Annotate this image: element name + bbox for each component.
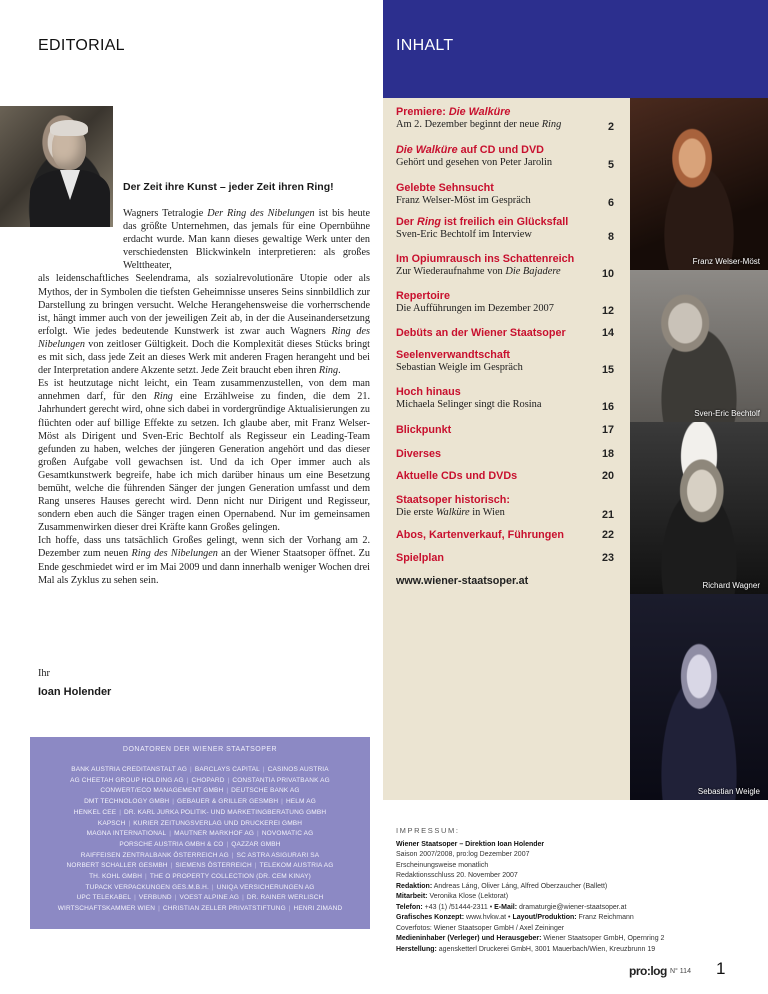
donor-name: BARCLAYS CAPITAL	[194, 766, 260, 773]
toc-page-number: 14	[601, 327, 614, 339]
donor-name: WIRTSCHAFTSKAMMER WIEN	[57, 905, 156, 913]
toc-entry-subtitle: Gehört und gesehen von Peter Jarolin	[396, 157, 553, 168]
toc-page-number: 15	[601, 364, 614, 376]
donor-name: NORBERT SCHALLER GESMBH	[66, 862, 168, 870]
photo-caption: Richard Wagner	[702, 581, 760, 590]
donor-name: CONSTANTIA PRIVATBANK AG	[232, 776, 330, 784]
donor-name: VERBUND	[138, 894, 172, 902]
toc-entry-subtitle: Am 2. Dezember beginnt der neue Ring	[396, 119, 562, 130]
donor-name: RAIFFEISEN ZENTRALBANK ÖSTERREICH AG	[80, 851, 229, 859]
donor-name: HENKEL CEE	[73, 808, 117, 816]
donor-name: HENRI ZIMAND	[293, 905, 343, 913]
section-title-editorial: EDITORIAL	[38, 37, 125, 54]
photo-franz-welser-moest	[630, 98, 768, 270]
toc-entry-title: Im Opiumrausch ins Schattenreich	[396, 253, 575, 265]
donor-name: THE O PROPERTY COLLECTION (DR. CEM KINAY)	[149, 873, 311, 881]
donor-name: CHOPARD	[191, 776, 225, 784]
toc-entry-title: Staatsoper historisch:	[396, 494, 510, 506]
toc-entry-title: Der Ring ist freilich ein Glücksfall	[396, 216, 569, 228]
donor-name: BANK AUSTRIA CREDITANSTALT AG	[71, 766, 188, 773]
editorial-paragraph-2: Es ist heutzutage nicht leicht, ein Team zusammenzustellen, von dem man annehmen darf, für den Ring eine Erzählweise zu finden, die dem 21. Jahrhundert gerecht wird, ohne sich dabei in vordergründige Aktualisierungen zu flüchten oder auf billige Effekte zu setzen. Ich glaube aber, mit Franz Welser-Möst als Dirigent und Sven-Eric Bechtolf als Regisseur ein Leading-Team gefunden zu haben, welches der jüngeren Generation angehört und das dieser großen Aufgabe voll gewachsen ist. Und da ich Oper immer auch als Gesamtkunstwerk begreife, habe ich mich darüber hinaus um eine Besetzung bemüht, welche die führenden Sänger der jungen Generation umfasst und dem Rang unseres Hauses gerecht wird. Denn nicht nur Dirigent und Regisseur, sondern eben auch die Sänger tragen einen Opernabend. Nur im gemeinsamen Zusammenwirken dieser drei Kräfte kann Großes gelingen.	[38, 378, 370, 534]
section-title-inhalt: INHALT	[396, 37, 454, 54]
photo-sven-eric-bechtolf	[630, 270, 768, 422]
donor-name: AG CHEETAH GROUP HOLDING AG	[70, 776, 184, 784]
toc-entry-title: Blickpunkt	[396, 424, 452, 436]
editorial-lead: Wagners Tetralogie Der Ring des Nibelungen ist bis heute das größte Unternehmen, das jemals für eine Opernbühne erdacht wurde. Man kann dieses gewaltige Werk unter den verschiedensten Blickwinkeln interpretieren: als großes Welttheater,	[123, 208, 370, 272]
toc-entry-title: Diverses	[396, 448, 442, 460]
donors-box	[30, 737, 370, 929]
impressum: IMPRESSUM: Wiener Staatsoper – Direktion Ioan Holender Saison 2007/2008, pro:log Dezember 2007 Erscheinungsweise monatlich Redaktionsschluss 20. November 2007 Redaktion: Andreas Láng, Oliver Láng, Alfred Oberzaucher (Ballett) Mitarbeit: Veronika Klose (Lektorat) Telefon: +43 (1) /51444-2311 • E-Mail: dramaturgie@wiener-staatsoper.at Grafisches Konzept: www.hvkw.at • Layout/Produktion: Franz Reichmann Coverfotos: Wiener Staatsoper GmbH / Axel Zeininger Medieninhaber (Verleger) und Herausgeber: Wiener Staatsoper GmbH, Opernring 2 Herstellung: agensketterl Druckerei GmbH, 3001 Mauerbach/Wien, Kreuzbrunn 19	[396, 826, 736, 955]
donor-name: UPC TELEKABEL	[76, 894, 132, 902]
toc-page-number: 6	[607, 197, 614, 209]
toc-page-number: 20	[601, 470, 614, 482]
toc-entry-subtitle: Zur Wiederaufnahme von Die Bajadere	[396, 266, 561, 277]
page-number: 1	[716, 959, 726, 978]
editorial-closing: Ihr	[38, 668, 50, 679]
toc-page-number: 16	[601, 401, 614, 413]
editorial-signature: Ioan Holender	[38, 686, 112, 698]
donor-name: VOEST ALPINE AG	[179, 894, 240, 902]
donor-name: TUPACK VERPACKUNGEN GES.M.B.H.	[85, 883, 209, 891]
donor-name: CHRISTIAN ZELLER PRIVATSTIFTUNG	[162, 905, 286, 913]
issue-number: N° 114	[670, 968, 691, 975]
toc-entry-subtitle: Michaela Selinger singt die Rosina	[396, 399, 542, 410]
toc-entry-title: Debüts an der Wiener Staatsoper	[396, 327, 566, 339]
donors-line: WIRTSCHAFTSKAMMER WIEN | CHRISTIAN ZELLER PRIVATSTIFTUNG | HENRI ZIMAND	[57, 905, 343, 913]
toc-page-number: 10	[601, 268, 614, 280]
toc-entry-title: Repertoire	[396, 290, 451, 302]
donor-name: PORSCHE AUSTRIA GMBH & CO	[119, 840, 224, 848]
donor-name: DEUTSCHE BANK AG	[231, 787, 300, 795]
donors-line: BANK AUSTRIA CREDITANSTALT AG | BARCLAYS CAPITAL | CASINOS AUSTRIA	[71, 766, 329, 773]
editorial-heading: Der Zeit ihre Kunst – jeder Zeit ihren Ring!	[123, 181, 334, 193]
donors-line: TH. KOHL GMBH | THE O PROPERTY COLLECTION (DR. CEM KINAY)	[89, 873, 311, 881]
donor-name: DR. KARL JURKA POLITIK- UND MARKETINGBERATUNG GMBH	[124, 808, 327, 816]
photo-caption: Franz Welser-Möst	[692, 257, 760, 266]
photo-sebastian-weigle	[630, 594, 768, 800]
toc-page-number: 18	[601, 448, 614, 460]
photo-caption: Sven-Eric Bechtolf	[694, 409, 760, 418]
donor-name: TH. KOHL GMBH	[89, 873, 143, 881]
toc-entry-subtitle: Sven-Eric Bechtolf im Interview	[396, 229, 532, 240]
toc-page-number: 5	[607, 159, 614, 171]
website-link[interactable]: www.wiener-staatsoper.at	[396, 575, 529, 587]
donors-line: CONWERT/ECO MANAGEMENT GMBH | DEUTSCHE BANK AG	[100, 787, 300, 795]
toc-entry-title: Premiere: Die Walküre	[396, 106, 511, 118]
donors-line: RAIFFEISEN ZENTRALBANK ÖSTERREICH AG | SC ASTRA ASIGURARI SA	[80, 851, 320, 859]
toc-page-number: 22	[601, 529, 614, 541]
toc-page-number: 21	[601, 509, 614, 521]
toc-entry-title: Spielplan	[396, 552, 444, 564]
editorial-body	[38, 207, 370, 587]
toc-entry-title: Aktuelle CDs und DVDs	[396, 470, 518, 482]
donor-name: CONWERT/ECO MANAGEMENT GMBH	[100, 787, 224, 795]
donor-name: HELM AG	[285, 798, 316, 806]
toc-entry-subtitle: Die erste Walküre in Wien	[396, 507, 505, 518]
donor-name: NOVOMATIC AG	[261, 830, 314, 838]
donors-line: PORSCHE AUSTRIA GMBH & CO | QAZZAR GMBH	[119, 840, 281, 848]
donor-name: KURIER ZEITUNGSVERLAG UND DRUCKEREI GMBH	[133, 819, 303, 827]
donors-line: HENKEL CEE | DR. KARL JURKA POLITIK- UND MARKETINGBERATUNG GMBH	[73, 808, 327, 816]
donors-line: MAGNA INTERNATIONAL | MAUTNER MARKHOF AG | NOVOMATIC AG	[86, 830, 314, 838]
donors-line: KAPSCH | KURIER ZEITUNGSVERLAG UND DRUCKEREI GMBH	[97, 819, 303, 827]
donor-name: MAUTNER MARKHOF AG	[174, 830, 255, 838]
toc-entry-subtitle: Franz Welser-Möst im Gespräch	[396, 195, 531, 206]
donors-title: DONATOREN DER WIENER STAATSOPER	[122, 746, 278, 753]
donor-name: CASINOS AUSTRIA	[267, 766, 329, 773]
donor-name: MAGNA INTERNATIONAL	[86, 830, 167, 838]
donor-name: KAPSCH	[97, 819, 126, 827]
impressum-title: IMPRESSUM:	[396, 826, 460, 835]
toc-page-number: 17	[601, 424, 614, 436]
toc-page-number: 2	[607, 121, 614, 133]
toc-page-number: 23	[601, 552, 614, 564]
donors-line: NORBERT SCHALLER GESMBH | SIEMENS ÖSTERREICH | TELEKOM AUSTRIA AG	[66, 862, 334, 870]
donors-line: DMT TECHNOLOGY GMBH | GEBAUER & GRILLER GESMBH | HELM AG	[84, 798, 316, 806]
toc-entry-title: Hoch hinaus	[396, 386, 461, 398]
prolog-logo: pro:log	[629, 964, 667, 978]
photo-richard-wagner	[630, 422, 768, 594]
donor-name: TELEKOM AUSTRIA AG	[259, 862, 334, 870]
donor-name: UNIQA VERSICHERUNGEN AG	[216, 883, 315, 891]
donor-name: GEBAUER & GRILLER GESMBH	[177, 798, 279, 806]
toc-entry-title: Die Walküre auf CD und DVD	[396, 144, 544, 156]
toc-page-number: 8	[607, 231, 614, 243]
donor-name: SC ASTRA ASIGURARI SA	[236, 851, 320, 859]
toc-entry-title: Seelenverwandtschaft	[396, 349, 511, 361]
toc-entry-title: Abos, Kartenverkauf, Führungen	[396, 529, 564, 541]
toc-entry-subtitle: Sebastian Weigle im Gespräch	[396, 362, 523, 373]
editorial-paragraph-1: als leidenschaftliches Seelendrama, als sozialrevolutionäre Utopie oder als Mythos, der in Symbolen die tiefsten Geheimnisse unseres Seins sinnbildlich zur Darstellung zu bringen versucht. Welche Herangehensweise die vorherrschende ist, hängt immer auch von der jeweiligen Zeit ab, in der die Auseinandersetzung erfolgt. Wie jedes bedeutende Kunstwerk ist zwar auch Wagners Ring des Nibelungen von zeitloser Gültigkeit. Doch die Komplexität dieses Stücks bringt es mit sich, dass jede Zeit an dieses Werk mit anderen Fragen herangeht und bei der Interpretation andere Akzente setzt. Jede Zeit braucht eben ihren Ring.	[38, 273, 370, 377]
toc-entry-subtitle: Die Aufführungen im Dezember 2007	[396, 303, 554, 314]
photo-caption: Sebastian Weigle	[697, 787, 760, 796]
donors-line: TUPACK VERPACKUNGEN GES.M.B.H. | UNIQA VERSICHERUNGEN AG	[85, 883, 315, 891]
donors-line: UPC TELEKABEL | VERBUND | VOEST ALPINE AG | DR. RAINER WERLISCH	[76, 894, 324, 902]
toc-entry-title: Gelebte Sehnsucht	[396, 182, 494, 194]
toc-page-number: 12	[601, 305, 614, 317]
donor-name: DMT TECHNOLOGY GMBH	[84, 798, 170, 806]
donors-line: AG CHEETAH GROUP HOLDING AG | CHOPARD | CONSTANTIA PRIVATBANK AG	[70, 776, 330, 784]
donor-name: SIEMENS ÖSTERREICH	[175, 862, 252, 870]
donor-name: DR. RAINER WERLISCH	[246, 894, 324, 902]
donor-name: QAZZAR GMBH	[231, 840, 281, 848]
editorial-paragraph-3: Ich hoffe, dass uns tatsächlich Großes gelingt, wenn sich der Vorhang am 2. Dezember zum neuen Ring des Nibelungen an der Wiener Staatsoper öffnet. Zu Ende geschmiedet wird er im Mai 2009 und dann innerhalb weniger Wochen drei Mal als Zyklus zu sehen sein.	[38, 535, 370, 586]
donors-list	[30, 765, 370, 915]
